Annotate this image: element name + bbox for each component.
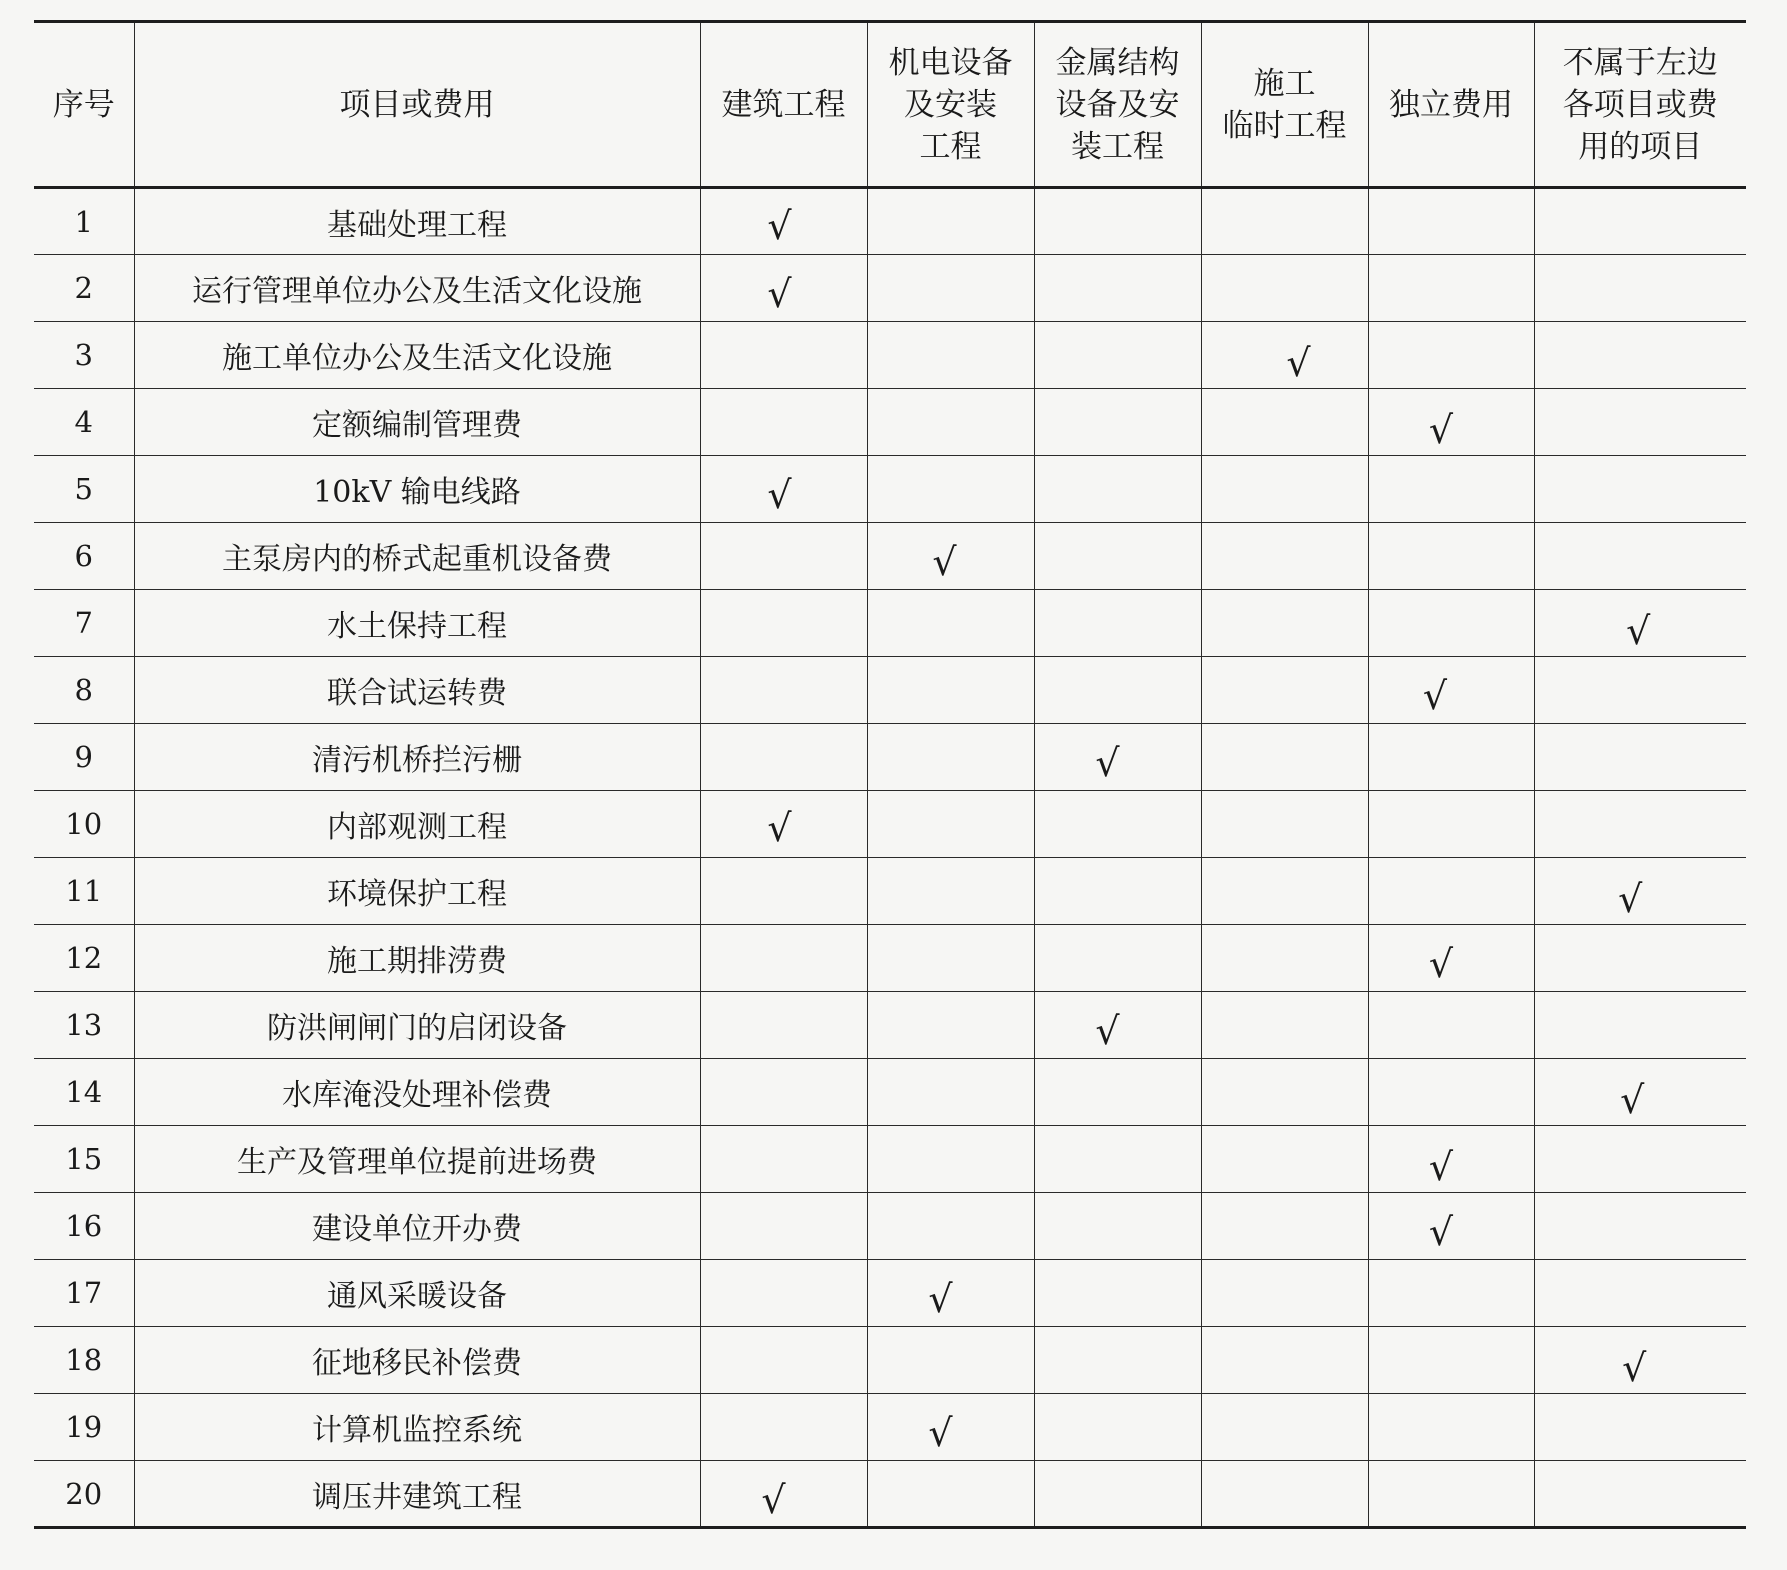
row-item-name: 运行管理单位办公及生活文化设施 — [134, 255, 700, 322]
empty-cell — [1034, 858, 1201, 925]
row-item-name: 联合试运转费 — [134, 657, 700, 724]
empty-cell — [700, 1327, 867, 1394]
empty-cell — [1201, 255, 1368, 322]
empty-cell — [1534, 992, 1746, 1059]
row-number: 9 — [34, 724, 134, 791]
empty-cell — [1534, 925, 1746, 992]
check-mark-icon: √ — [1095, 741, 1120, 785]
empty-cell — [1201, 724, 1368, 791]
empty-cell — [1201, 992, 1368, 1059]
check-mark-cell — [1368, 1126, 1534, 1193]
empty-cell — [1201, 456, 1368, 523]
table-row — [34, 724, 1746, 791]
check-mark-cell — [1534, 590, 1746, 657]
empty-cell — [867, 925, 1034, 992]
table-row — [34, 322, 1746, 389]
row-item-name: 基础处理工程 — [134, 188, 700, 255]
empty-cell — [700, 389, 867, 456]
empty-cell — [1368, 858, 1534, 925]
empty-cell — [1368, 1327, 1534, 1394]
empty-cell — [1368, 456, 1534, 523]
empty-cell — [700, 1260, 867, 1327]
empty-cell — [1534, 523, 1746, 590]
header-row — [34, 22, 1746, 188]
check-mark-cell — [1534, 858, 1746, 925]
row-number: 19 — [34, 1394, 134, 1461]
check-mark-icon: √ — [932, 540, 957, 584]
check-mark-cell — [1034, 992, 1201, 1059]
empty-cell — [867, 724, 1034, 791]
empty-cell — [700, 1193, 867, 1260]
row-item-name: 定额编制管理费 — [134, 389, 700, 456]
row-item-name: 施工单位办公及生活文化设施 — [134, 322, 700, 389]
check-mark-cell — [1368, 925, 1534, 992]
table-row — [34, 523, 1746, 590]
header-independent-cost: 独立费用 — [1368, 22, 1534, 188]
empty-cell — [867, 389, 1034, 456]
table-row — [34, 590, 1746, 657]
row-number: 18 — [34, 1327, 134, 1394]
check-mark-cell — [867, 1394, 1034, 1461]
empty-cell — [1034, 590, 1201, 657]
row-number: 2 — [34, 255, 134, 322]
check-mark-cell — [1534, 1059, 1746, 1126]
empty-cell — [1201, 1394, 1368, 1461]
row-item-name: 生产及管理单位提前进场费 — [134, 1126, 700, 1193]
empty-cell — [867, 1461, 1034, 1528]
empty-cell — [1368, 791, 1534, 858]
empty-cell — [1201, 1260, 1368, 1327]
row-item-name: 水土保持工程 — [134, 590, 700, 657]
row-number: 3 — [34, 322, 134, 389]
table-row — [34, 925, 1746, 992]
check-mark-cell — [1034, 724, 1201, 791]
empty-cell — [1534, 322, 1746, 389]
empty-cell — [700, 322, 867, 389]
empty-cell — [867, 590, 1034, 657]
header-electromechanical: 机电设备 及安装 工程 — [867, 22, 1034, 188]
empty-cell — [1534, 188, 1746, 255]
table-row — [34, 791, 1746, 858]
row-number: 5 — [34, 456, 134, 523]
check-mark-cell — [700, 791, 867, 858]
row-item-name: 内部观测工程 — [134, 791, 700, 858]
empty-cell — [867, 1126, 1034, 1193]
check-mark-icon: √ — [1286, 341, 1311, 385]
empty-cell — [1201, 1327, 1368, 1394]
empty-cell — [1368, 590, 1534, 657]
table-row — [34, 188, 1746, 255]
row-number: 17 — [34, 1260, 134, 1327]
row-item-name: 建设单位开办费 — [134, 1193, 700, 1260]
empty-cell — [867, 657, 1034, 724]
check-mark-icon: √ — [1622, 1346, 1647, 1390]
empty-cell — [1201, 389, 1368, 456]
empty-cell — [1034, 1193, 1201, 1260]
check-mark-icon: √ — [1422, 674, 1448, 718]
check-mark-icon: √ — [767, 272, 792, 316]
empty-cell — [1534, 389, 1746, 456]
check-mark-icon: √ — [1626, 609, 1651, 653]
empty-cell — [1034, 322, 1201, 389]
empty-cell — [867, 791, 1034, 858]
empty-cell — [700, 1059, 867, 1126]
empty-cell — [1368, 1461, 1534, 1528]
table-row — [34, 858, 1746, 925]
row-number: 20 — [34, 1461, 134, 1528]
table-body — [34, 188, 1746, 1528]
row-number: 8 — [34, 657, 134, 724]
header-building: 建筑工程 — [700, 22, 867, 188]
empty-cell — [1034, 1394, 1201, 1461]
empty-cell — [867, 1193, 1034, 1260]
empty-cell — [1368, 1059, 1534, 1126]
row-number: 7 — [34, 590, 134, 657]
row-number: 10 — [34, 791, 134, 858]
row-number: 15 — [34, 1126, 134, 1193]
empty-cell — [700, 1126, 867, 1193]
empty-cell — [1534, 1126, 1746, 1193]
header-other: 不属于左边 各项目或费 用的项目 — [1534, 22, 1746, 188]
empty-cell — [867, 1059, 1034, 1126]
check-mark-cell — [1201, 322, 1368, 389]
empty-cell — [1201, 1461, 1368, 1528]
check-mark-cell — [1368, 389, 1534, 456]
check-mark-cell — [1368, 657, 1534, 724]
empty-cell — [867, 456, 1034, 523]
row-item-name: 通风采暖设备 — [134, 1260, 700, 1327]
check-mark-icon: √ — [767, 203, 792, 248]
empty-cell — [1034, 188, 1201, 255]
empty-cell — [1534, 1193, 1746, 1260]
empty-cell — [1534, 791, 1746, 858]
table-row — [34, 389, 1746, 456]
empty-cell — [867, 255, 1034, 322]
check-mark-icon: √ — [761, 1477, 786, 1522]
row-item-name: 主泵房内的桥式起重机设备费 — [134, 523, 700, 590]
empty-cell — [700, 858, 867, 925]
empty-cell — [1034, 1327, 1201, 1394]
table-row — [34, 992, 1746, 1059]
header-metal-structure: 金属结构 设备及安 装工程 — [1034, 22, 1201, 188]
empty-cell — [1034, 1059, 1201, 1126]
table-row — [34, 1327, 1746, 1394]
empty-cell — [700, 590, 867, 657]
empty-cell — [1034, 657, 1201, 724]
empty-cell — [1368, 992, 1534, 1059]
table-row — [34, 1126, 1746, 1193]
empty-cell — [1201, 791, 1368, 858]
row-item-name: 水库淹没处理补偿费 — [134, 1059, 700, 1126]
empty-cell — [1368, 1394, 1534, 1461]
row-number: 4 — [34, 389, 134, 456]
row-item-name: 征地移民补偿费 — [134, 1327, 700, 1394]
check-mark-icon: √ — [1428, 942, 1454, 986]
empty-cell — [867, 992, 1034, 1059]
empty-cell — [700, 523, 867, 590]
check-mark-icon: √ — [928, 1411, 953, 1455]
table-row — [34, 1394, 1746, 1461]
empty-cell — [1034, 1260, 1201, 1327]
empty-cell — [1368, 322, 1534, 389]
row-number: 16 — [34, 1193, 134, 1260]
check-mark-icon: √ — [1428, 1145, 1454, 1189]
row-number: 6 — [34, 523, 134, 590]
empty-cell — [1034, 925, 1201, 992]
empty-cell — [1034, 255, 1201, 322]
empty-cell — [867, 322, 1034, 389]
empty-cell — [1368, 1260, 1534, 1327]
empty-cell — [1034, 389, 1201, 456]
header-item: 项目或费用 — [134, 22, 700, 188]
check-mark-icon: √ — [767, 806, 792, 850]
check-mark-cell — [867, 523, 1034, 590]
empty-cell — [1201, 590, 1368, 657]
empty-cell — [1201, 1193, 1368, 1260]
row-item-name: 10kV 输电线路 — [134, 456, 700, 523]
row-item-name: 施工期排涝费 — [134, 925, 700, 992]
empty-cell — [1201, 1126, 1368, 1193]
check-mark-icon: √ — [1428, 408, 1454, 452]
table-row — [34, 456, 1746, 523]
empty-cell — [1201, 523, 1368, 590]
empty-cell — [700, 1394, 867, 1461]
empty-cell — [1368, 255, 1534, 322]
header-temporary-works: 施工 临时工程 — [1201, 22, 1368, 188]
table-row — [34, 255, 1746, 322]
empty-cell — [1368, 724, 1534, 791]
table-row — [34, 1461, 1746, 1528]
document-page — [34, 20, 1746, 1529]
row-item-name: 环境保护工程 — [134, 858, 700, 925]
table-row — [34, 1260, 1746, 1327]
empty-cell — [1201, 188, 1368, 255]
check-mark-cell — [700, 255, 867, 322]
empty-cell — [867, 1327, 1034, 1394]
header-index: 序号 — [34, 22, 134, 188]
empty-cell — [867, 188, 1034, 255]
table-row — [34, 657, 1746, 724]
empty-cell — [700, 657, 867, 724]
row-number: 1 — [34, 188, 134, 255]
check-mark-cell — [700, 188, 867, 255]
row-number: 11 — [34, 858, 134, 925]
empty-cell — [1201, 1059, 1368, 1126]
check-mark-icon: √ — [1618, 877, 1643, 921]
empty-cell — [1201, 925, 1368, 992]
row-item-name: 计算机监控系统 — [134, 1394, 700, 1461]
empty-cell — [1034, 456, 1201, 523]
empty-cell — [1534, 1461, 1746, 1528]
check-mark-icon: √ — [1620, 1078, 1645, 1122]
check-mark-icon: √ — [928, 1277, 953, 1321]
empty-cell — [1534, 1260, 1746, 1327]
empty-cell — [1534, 1394, 1746, 1461]
row-item-name: 清污机桥拦污栅 — [134, 724, 700, 791]
row-number: 14 — [34, 1059, 134, 1126]
empty-cell — [700, 724, 867, 791]
empty-cell — [1368, 523, 1534, 590]
row-number: 12 — [34, 925, 134, 992]
empty-cell — [700, 992, 867, 1059]
empty-cell — [1201, 858, 1368, 925]
empty-cell — [1034, 523, 1201, 590]
empty-cell — [1034, 1461, 1201, 1528]
empty-cell — [700, 925, 867, 992]
check-mark-icon: √ — [1428, 1210, 1454, 1254]
check-mark-cell — [1368, 1193, 1534, 1260]
check-mark-icon: √ — [1095, 1009, 1120, 1053]
empty-cell — [1034, 1126, 1201, 1193]
table-row — [34, 1193, 1746, 1260]
check-mark-icon: √ — [767, 473, 792, 517]
row-number: 13 — [34, 992, 134, 1059]
cost-classification-table — [34, 20, 1746, 1529]
empty-cell — [1534, 255, 1746, 322]
empty-cell — [1534, 724, 1746, 791]
check-mark-cell — [700, 456, 867, 523]
empty-cell — [1034, 791, 1201, 858]
table-row — [34, 1059, 1746, 1126]
empty-cell — [1201, 657, 1368, 724]
empty-cell — [1534, 657, 1746, 724]
row-item-name: 防洪闸闸门的启闭设备 — [134, 992, 700, 1059]
row-item-name: 调压井建筑工程 — [134, 1461, 700, 1528]
check-mark-cell — [1534, 1327, 1746, 1394]
check-mark-cell — [867, 1260, 1034, 1327]
empty-cell — [1534, 456, 1746, 523]
empty-cell — [1368, 188, 1534, 255]
check-mark-cell — [700, 1461, 867, 1528]
empty-cell — [867, 858, 1034, 925]
